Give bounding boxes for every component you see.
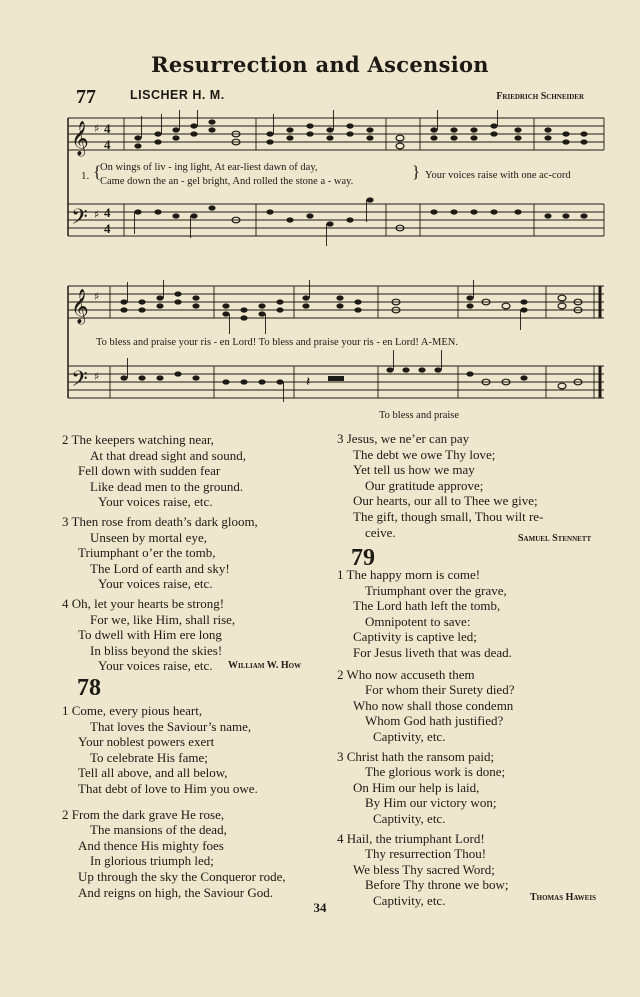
verse-line: 3 Jesus, we ne’er can pay xyxy=(337,431,470,446)
verse-line: Whom God hath justified? xyxy=(365,713,504,729)
verse-line: The gift, though small, Thou wilt re- xyxy=(353,508,544,524)
verse-line: Tell all above, and all below, xyxy=(78,765,228,781)
verse-line: Triumphant over the grave, xyxy=(365,582,507,598)
verse-line: The mansions of the dead, xyxy=(90,822,227,838)
refrain-lyric: Your voices raise with one ac-cord xyxy=(425,170,571,181)
hymn-77-author: William W. How xyxy=(228,660,302,671)
verse-line: The Lord hath left the tomb, xyxy=(353,598,501,614)
verse-line: Our hearts, our all to Thee we give; xyxy=(353,493,538,509)
verse-line: 4 Oh, let your hearts be strong! xyxy=(62,595,225,611)
hymn-77-number: 77 xyxy=(76,86,96,108)
svg-text:4: 4 xyxy=(104,121,111,136)
lyric-brace-icon: { xyxy=(93,162,102,181)
lyric-line-a: On wings of liv - ing light, At ear-liest dawn of day, xyxy=(100,162,318,173)
hymn-78-verse-3 xyxy=(337,431,607,540)
verse-line: 3 Then rose from death’s dark gloom, xyxy=(62,513,258,529)
svg-text:𝄢: 𝄢 xyxy=(71,205,88,235)
svg-text:♯: ♯ xyxy=(94,122,100,135)
verse-line: Up through the sky the Conqueror rode, xyxy=(78,868,286,884)
lyric-brace-close-icon: } xyxy=(412,162,421,181)
verse-line: Captivity, etc. xyxy=(373,892,446,908)
svg-text:4: 4 xyxy=(104,221,111,236)
bass-cue-lyric: To bless and praise xyxy=(379,410,460,421)
verse-line: Yet tell us how we may xyxy=(353,462,475,478)
page-number: 34 xyxy=(313,900,327,915)
verse-line: Our gratitude approve; xyxy=(365,477,484,493)
verse-line: By Him our victory won; xyxy=(365,795,497,811)
svg-text:4: 4 xyxy=(104,137,111,152)
verse-line: Captivity, etc. xyxy=(373,728,446,744)
verse-line: The glorious work is done; xyxy=(365,764,506,780)
verse-line: The Lord of earth and sky! xyxy=(90,560,230,576)
verse-line: Your voices raise, etc. xyxy=(98,576,213,592)
verse-number-1: 1. xyxy=(81,170,90,182)
verse-line: Like dead men to the ground. xyxy=(90,478,244,494)
hymn-77-verses xyxy=(62,432,332,674)
verse-line: Captivity is captive led; xyxy=(353,629,477,645)
verse-line: 1 Come, every pious heart, xyxy=(62,703,203,718)
hymn-78-verses xyxy=(62,703,337,900)
svg-text:4: 4 xyxy=(104,205,111,220)
svg-text:♯: ♯ xyxy=(94,290,100,303)
verse-line: For whom their Surety died? xyxy=(365,682,515,698)
svg-text:𝄽: 𝄽 xyxy=(306,374,311,390)
verse-line: Unseen by mortal eye, xyxy=(90,529,207,545)
verse-line: Omnipotent to save: xyxy=(365,613,471,629)
verse-line: The debt we owe Thy love; xyxy=(353,446,496,462)
verse-line: That loves the Saviour’s name, xyxy=(90,718,252,734)
svg-text:𝄞: 𝄞 xyxy=(71,121,89,156)
verse-block xyxy=(337,667,612,745)
hymn-78-number: 78 xyxy=(77,675,101,701)
verse-line: We bless Thy sacred Word; xyxy=(353,861,495,877)
section-title: Resurrection and Ascension xyxy=(151,52,489,77)
composer-credit: Friedrich Schneider xyxy=(496,91,584,102)
hymn-79-number: 79 xyxy=(351,545,375,571)
lyric-line-b: Came down the an - gel bright, And rolled the stone a - way. xyxy=(100,176,354,187)
svg-text:♯: ♯ xyxy=(94,208,100,221)
verse-line: For we, like Him, shall rise, xyxy=(90,611,236,627)
lyric-line-system-2: To bless and praise your ris - en Lord! To bless and praise your ris - en Lord! A-MEN. xyxy=(96,337,458,348)
verse-line: 2 From the dark grave He rose, xyxy=(62,806,225,822)
tune-name: LISCHER H. M. xyxy=(130,88,225,102)
verse-line: To dwell with Him ere long xyxy=(78,627,222,643)
verse-line: In bliss beyond the skies! xyxy=(90,642,223,658)
verse-line: Your voices raise, etc. xyxy=(98,658,213,674)
verse-line: In glorious triumph led; xyxy=(90,853,214,869)
verse-line: Who now shall those condemn xyxy=(353,697,514,713)
verse-block xyxy=(62,514,332,592)
verse-line: Thy resurrection Thou! xyxy=(365,846,487,862)
verse-block xyxy=(62,807,337,901)
verse-line: ceive. xyxy=(365,524,396,540)
verse-line: Before Thy throne we bow; xyxy=(365,877,509,893)
verse-line: For Jesus liveth that was dead. xyxy=(353,644,512,660)
svg-text:♯: ♯ xyxy=(94,370,100,383)
verse-block xyxy=(62,432,332,510)
svg-text:𝄞: 𝄞 xyxy=(71,289,89,324)
verse-line: Your noblest powers exert xyxy=(78,734,215,750)
verse-line: 2 Who now accuseth them xyxy=(337,666,475,682)
verse-block xyxy=(337,749,612,827)
verse-line: On Him our help is laid, xyxy=(353,779,480,795)
verse-line: Your voices raise, etc. xyxy=(98,494,213,510)
verse-block xyxy=(62,703,337,797)
verse-block xyxy=(337,567,612,661)
verse-line: And reigns on high, the Saviour God. xyxy=(78,884,273,900)
verse-line: And thence His mighty foes xyxy=(78,837,224,853)
hymn-79-author: Thomas Haweis xyxy=(530,892,596,903)
verse-line: Triumphant o’er the tomb, xyxy=(78,545,216,561)
hymn-78-author: Samuel Stennett xyxy=(518,533,592,544)
verse-line: 1 The happy morn is come! xyxy=(337,567,481,582)
verse-line: That debt of love to Him you owe. xyxy=(78,780,258,796)
verse-line: 3 Christ hath the ransom paid; xyxy=(337,748,495,764)
hymn-79-verses xyxy=(337,567,612,908)
verse-line: Captivity, etc. xyxy=(373,810,446,826)
verse-line: Fell down with sudden fear xyxy=(78,463,221,479)
verse-line: 4 Hail, the triumphant Lord! xyxy=(337,830,485,846)
verse-line: To celebrate His fame; xyxy=(90,749,208,765)
svg-text:𝄢: 𝄢 xyxy=(71,367,88,397)
verse-line: 2 The keepers watching near, xyxy=(62,432,214,447)
verse-line: At that dread sight and sound, xyxy=(90,447,246,463)
